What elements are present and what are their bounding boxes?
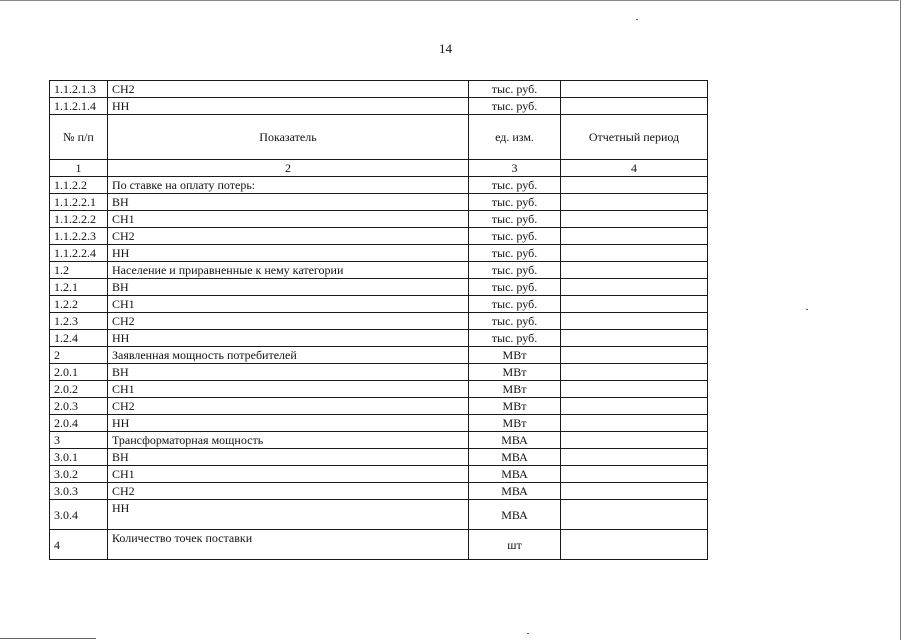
row-period-cell [561,211,708,228]
row-indicator-cell: СН1 [108,466,469,483]
row-unit-cell: тыс. руб. [469,177,561,194]
row-number-cell: 1.2.1 [50,279,108,296]
row-period-cell [561,228,708,245]
header-name: Показатель [108,115,469,160]
column-index: 2 [108,160,469,177]
row-indicator-cell: ВН [108,194,469,211]
row-indicator-cell: СН2 [108,81,469,98]
table-row [50,81,708,98]
row-indicator-cell: Количество точек поставки [108,530,469,560]
row-number-cell: 3.0.4 [50,500,108,530]
row-indicator-cell: Заявленная мощность потребителей [108,347,469,364]
row-period-cell [561,432,708,449]
row-period-cell [561,415,708,432]
row-period-cell [561,466,708,483]
row-unit-cell: шт [469,530,561,560]
row-period-cell [561,398,708,415]
row-indicator-cell: Население и приравненные к нему категории [108,262,469,279]
table-row [50,245,708,262]
page-number: 14 [439,41,452,56]
header-unit: ед. изм. [469,115,561,160]
row-period-cell [561,381,708,398]
row-unit-cell: тыс. руб. [469,313,561,330]
page-top-edge [0,0,899,1]
table-row [50,483,708,500]
table-row [50,432,708,449]
scan-speck [806,309,808,310]
scan-speck [527,633,529,634]
row-unit-cell: МВА [469,449,561,466]
row-indicator-cell: ВН [108,364,469,381]
table-row [50,364,708,381]
row-number-cell: 1.1.2.2.4 [50,245,108,262]
row-period-cell [561,262,708,279]
row-period-cell [561,194,708,211]
table-row [50,98,708,115]
row-period-cell [561,364,708,381]
row-unit-cell: тыс. руб. [469,98,561,115]
row-indicator-cell: НН [108,98,469,115]
table-row [50,347,708,364]
row-number-cell: 2 [50,347,108,364]
row-unit-cell: МВт [469,364,561,381]
row-unit-cell: тыс. руб. [469,228,561,245]
row-number-cell: 1.1.2.1.4 [50,98,108,115]
header-row [50,115,708,160]
row-unit-cell: МВА [469,483,561,500]
row-indicator-cell: ВН [108,279,469,296]
row-period-cell [561,449,708,466]
row-indicator-cell: НН [108,245,469,262]
table-row [50,211,708,228]
header-period: Отчетный период [561,115,708,160]
row-unit-cell: МВА [469,500,561,530]
row-indicator-cell: По ставке на оплату потерь: [108,177,469,194]
row-period-cell [561,530,708,560]
row-indicator-cell: НН [108,415,469,432]
row-number-cell: 1.1.2.2 [50,177,108,194]
header-num: № п/п [50,115,108,160]
row-unit-cell: МВт [469,381,561,398]
row-number-cell: 3.0.2 [50,466,108,483]
page-bottom-edge [0,638,96,639]
table-row [50,279,708,296]
row-unit-cell: МВА [469,432,561,449]
table-row [50,466,708,483]
row-number-cell: 1.1.2.1.3 [50,81,108,98]
row-number-cell: 1.1.2.2.3 [50,228,108,245]
row-unit-cell: тыс. руб. [469,279,561,296]
row-period-cell [561,313,708,330]
row-indicator-cell: СН2 [108,398,469,415]
row-number-cell: 3.0.3 [50,483,108,500]
table-row [50,500,708,530]
row-number-cell: 1.2.3 [50,313,108,330]
row-unit-cell: тыс. руб. [469,245,561,262]
table-body-continued [50,81,708,115]
table-row [50,449,708,466]
row-period-cell [561,347,708,364]
row-unit-cell: МВт [469,398,561,415]
table-row [50,228,708,245]
row-number-cell: 1.1.2.2.1 [50,194,108,211]
row-indicator-cell: ВН [108,449,469,466]
row-indicator-cell: НН [108,330,469,347]
table-row [50,381,708,398]
table-row [50,398,708,415]
row-unit-cell: тыс. руб. [469,81,561,98]
column-index: 3 [469,160,561,177]
row-unit-cell: МВт [469,347,561,364]
row-period-cell [561,330,708,347]
table-body-tall [50,500,708,560]
row-indicator-cell: СН2 [108,313,469,330]
row-indicator-cell: Трансформаторная мощность [108,432,469,449]
row-indicator-cell: СН1 [108,296,469,313]
table-row [50,177,708,194]
row-unit-cell: тыс. руб. [469,262,561,279]
table-row [50,415,708,432]
row-indicator-cell: СН2 [108,228,469,245]
row-number-cell: 2.0.1 [50,364,108,381]
row-indicator-cell: НН [108,500,469,530]
row-unit-cell: тыс. руб. [469,211,561,228]
column-index: 4 [561,160,708,177]
row-number-cell: 2.0.4 [50,415,108,432]
table-row [50,330,708,347]
row-period-cell [561,177,708,194]
row-number-cell: 3.0.1 [50,449,108,466]
row-number-cell: 3 [50,432,108,449]
table-body [50,177,708,500]
row-number-cell: 1.2.2 [50,296,108,313]
row-number-cell: 1.2.4 [50,330,108,347]
table-header [50,115,708,177]
row-period-cell [561,279,708,296]
row-period-cell [561,500,708,530]
scan-speck [636,19,638,20]
row-number-cell: 2.0.3 [50,398,108,415]
row-number-cell: 4 [50,530,108,560]
row-unit-cell: МВт [469,415,561,432]
row-indicator-cell: СН1 [108,211,469,228]
report-table [49,80,708,560]
row-number-cell: 1.1.2.2.2 [50,211,108,228]
row-unit-cell: МВА [469,466,561,483]
row-number-cell: 2.0.2 [50,381,108,398]
column-index: 1 [50,160,108,177]
row-unit-cell: тыс. руб. [469,194,561,211]
row-indicator-cell: СН1 [108,381,469,398]
row-indicator-cell: СН2 [108,483,469,500]
row-period-cell [561,483,708,500]
row-period-cell [561,81,708,98]
row-number-cell: 1.2 [50,262,108,279]
row-period-cell [561,296,708,313]
column-index-row [50,160,708,177]
table-row [50,194,708,211]
row-unit-cell: тыс. руб. [469,330,561,347]
row-period-cell [561,245,708,262]
table-row [50,262,708,279]
row-period-cell [561,98,708,115]
table-row [50,530,708,560]
table-row [50,313,708,330]
row-unit-cell: тыс. руб. [469,296,561,313]
table-row [50,296,708,313]
